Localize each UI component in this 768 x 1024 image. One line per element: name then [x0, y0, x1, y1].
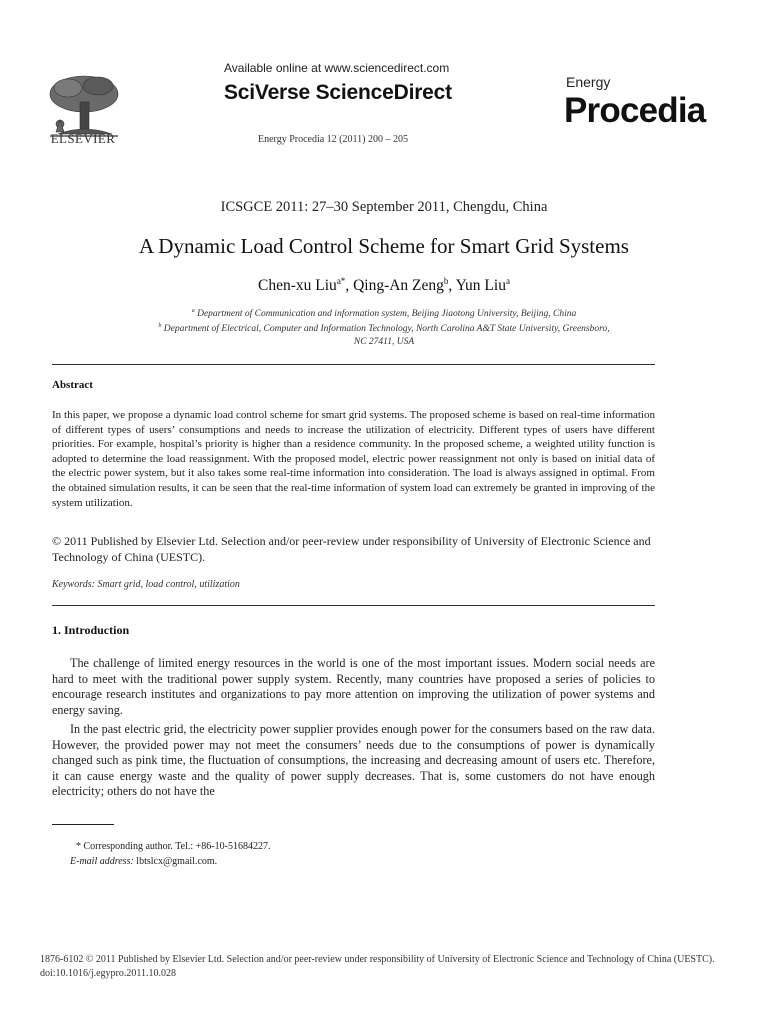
body-paragraph: In the past electric grid, the electricity power supplier provides enough power for the consumers based on the raw data. However, the provided power may not meet the consumers’ needs due to the consumptions of power is dynamically changed such as pink time, the fluctuation of consumptions, the increasing and decreasing amount of users etc. Therefore, it can cause energy waste and the quality of power supply decreases. That is, some customers do not have enough electricity; others do not have the [52, 722, 655, 799]
author-list [0, 276, 768, 295]
affiliation-a [0, 308, 768, 319]
author-name: Qing-An Zeng [353, 277, 444, 295]
keywords: Keywords: Smart grid, load control, utilization [52, 579, 240, 590]
author-name: Yun Liu [455, 277, 506, 295]
footnote-divider [52, 824, 114, 825]
affiliation-b [0, 323, 768, 334]
available-online-text: Available online at www.sciencedirect.com [224, 61, 450, 75]
affiliation-mark: a [191, 308, 195, 314]
page-footer [40, 953, 730, 981]
elsevier-logo-text: ELSEVIER [50, 131, 116, 146]
email-address[interactable]: lbtslcx@gmail.com. [133, 856, 218, 867]
abstract-body: In this paper, we propose a dynamic load control scheme for smart grid systems. The proposed scheme is based on real-time information of different types of users’ consumptions and needs to increase the utilization of electricity. Different types of users have different priorities. For example, hospital’s priority is higher than a residence community. In the proposed scheme, a weighted utility function is adopted to determine the load reassignment. With the proposed model, electric power reassignment not only is based on initial data of the electric power system, but it also takes some real-time information into consideration. The load is always assigned in optimal. From the obtained simulation results, it can be seen that the real-time information of system load can extremely be granted in improving of the system utilization. [52, 409, 655, 509]
divider [52, 605, 655, 606]
affiliation-mark: b [158, 323, 162, 329]
conference-line: ICSGCE 2011: 27–30 September 2011, Chengdu, China [220, 199, 548, 215]
email-label: E-mail address: [70, 856, 134, 867]
copyright-notice: © 2011 Published by Elsevier Ltd. Selection and/or peer-review under responsibility of University of Electronic Science and Technology of China (UESTC). [52, 534, 651, 564]
footer-doi[interactable]: doi:10.1016/j.egypro.2011.10.028 [40, 968, 177, 979]
paper-title: A Dynamic Load Control Scheme for Smart Grid Systems [139, 234, 629, 258]
footer-copyright: 1876-6102 © 2011 Published by Elsevier Ltd. Selection and/or peer-review under responsibility of University of Electronic Science and Technology of China (UESTC). [40, 954, 715, 965]
journal-reference: Energy Procedia 12 (2011) 200 – 205 [258, 134, 408, 145]
email-footnote [70, 856, 217, 867]
body-paragraph: The challenge of limited energy resources in the world is one of the most important issues. Modern social needs are hard to meet with the traditional power supply system. Recently, many countries have proposed a series of policies to encourage research institutes and organizations to pay more attention on improving the utilization of power systems and energy saving. [52, 656, 655, 717]
corresponding-author-footnote: * Corresponding author. Tel.: +86-10-51684227. [76, 841, 271, 852]
author-separator: , [345, 277, 354, 295]
sciverse-brand: SciVerse ScienceDirect [224, 81, 452, 104]
journal-logo-procedia: Procedia [564, 91, 706, 130]
abstract-heading: Abstract [52, 379, 93, 391]
author-affil-mark: b [443, 276, 449, 286]
section-heading-introduction: 1. Introduction [52, 623, 130, 637]
author-separator: , [448, 277, 456, 295]
author-affil-mark: a* [336, 276, 346, 286]
affiliation-text: Department of Communication and information system, Beijing Jiaotong University, Beijing, China [197, 309, 577, 320]
author-affil-mark: a [505, 276, 510, 286]
author-name: Chen-xu Liu [258, 277, 337, 295]
affiliation-text: Department of Electrical, Computer and Information Technology, North Carolina A&T State University, Greensboro, [163, 324, 610, 335]
affiliation-b-continued: NC 27411, USA [353, 337, 415, 347]
divider [52, 364, 655, 365]
journal-logo-energy: Energy [566, 74, 611, 90]
